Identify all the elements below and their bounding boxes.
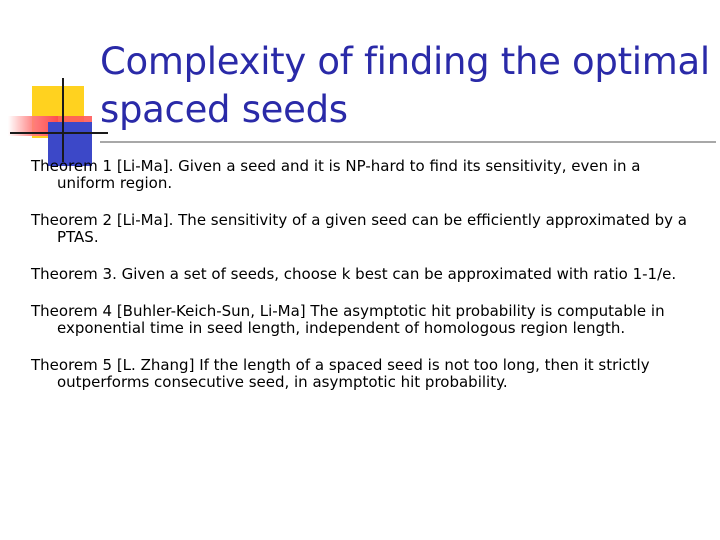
slide-title-line-2: spaced seeds (100, 88, 348, 131)
theorem-list (31, 158, 703, 411)
logo-vertical-line (62, 78, 64, 162)
slide-title-line-1: Complexity of finding the optimal (100, 40, 710, 83)
theorem-3: Theorem 3. Given a set of seeds, choose k best can be approximated with ratio 1-1/e. (31, 265, 677, 283)
slide-title (100, 38, 710, 134)
theorem-4: Theorem 4 [Buhler-Keich-Sun, Li-Ma] The asymptotic hit probability is computable in exponential time in seed length, independent of homologous region length. (31, 302, 665, 337)
title-underline-rule (100, 141, 716, 143)
logo-horizontal-line (10, 132, 108, 134)
theorem-5: Theorem 5 [L. Zhang] If the length of a spaced seed is not too long, then it strictly outperforms consecutive seed, in asymptotic hit probability. (31, 356, 650, 391)
theorem-1: Theorem 1 [Li-Ma]. Given a seed and it is NP-hard to find its sensitivity, even in a uniform region. (31, 157, 641, 192)
theorem-2: Theorem 2 [Li-Ma]. The sensitivity of a given seed can be efficiently approximated by a PTAS. (31, 211, 687, 246)
